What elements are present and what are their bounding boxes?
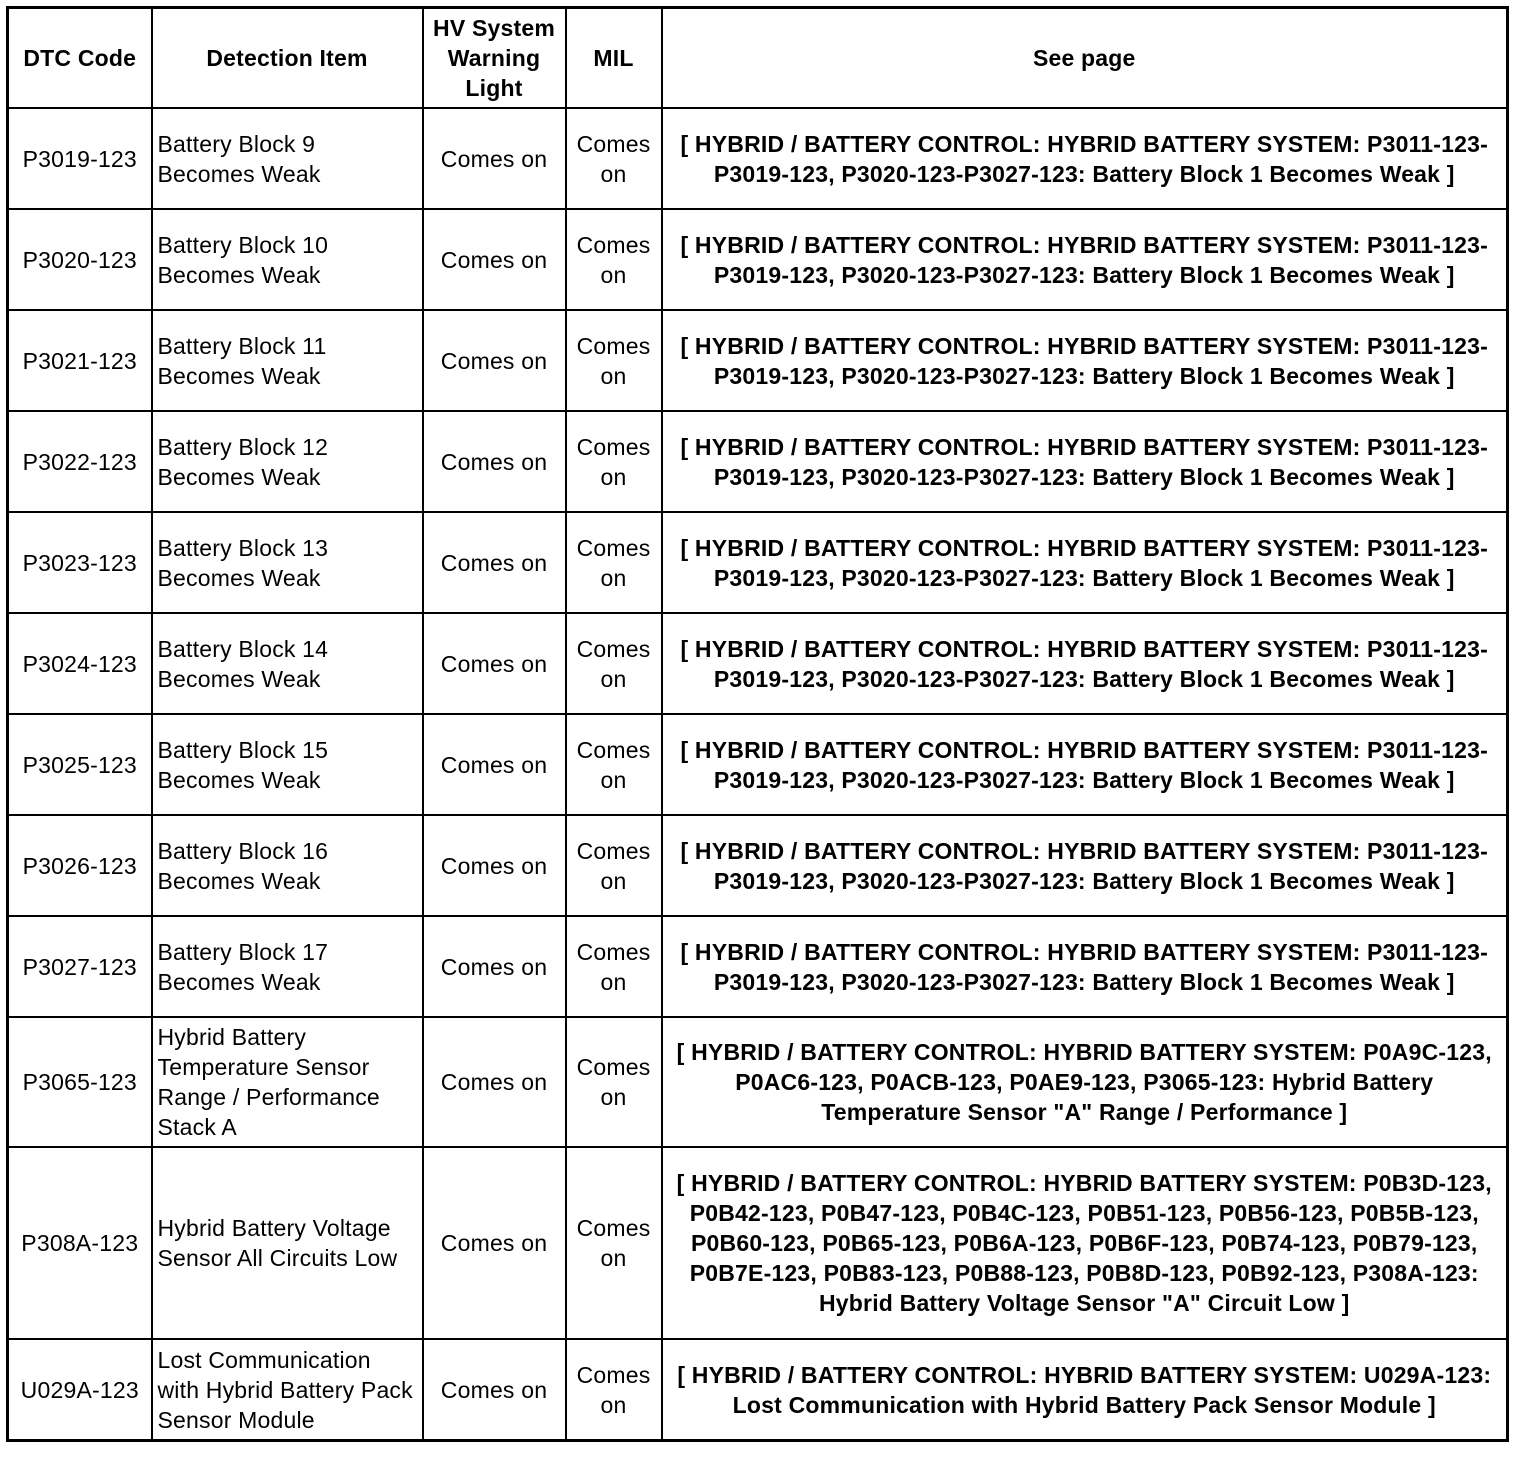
see-page-cell: [ HYBRID / BATTERY CONTROL: HYBRID BATTERY SYSTEM: U029A-123: Lost Communication with Hybrid Battery Pack Sensor Module ]: [662, 1339, 1508, 1441]
table-row: [8, 815, 1508, 916]
detection-item-cell: Lost Communication with Hybrid Battery Pack Sensor Module: [152, 1339, 423, 1441]
mil-cell: Comes on: [566, 815, 662, 916]
dtc-code-cell: P308A-123: [8, 1147, 152, 1339]
mil-cell: Comes on: [566, 512, 662, 613]
detection-item-cell: Battery Block 15 Becomes Weak: [152, 714, 423, 815]
header-detection-item: Detection Item: [152, 8, 423, 109]
header-hv-warning-light: HV System Warning Light: [423, 8, 566, 109]
dtc-code-cell: P3019-123: [8, 108, 152, 209]
see-page-cell: [ HYBRID / BATTERY CONTROL: HYBRID BATTERY SYSTEM: P3011-123-P3019-123, P3020-123-P3027-123: Battery Block 1 Becomes Weak ]: [662, 411, 1508, 512]
mil-cell: Comes on: [566, 1339, 662, 1441]
hv-warning-cell: Comes on: [423, 1339, 566, 1441]
table-row: [8, 613, 1508, 714]
header-mil: MIL: [566, 8, 662, 109]
mil-cell: Comes on: [566, 209, 662, 310]
see-page-cell: [ HYBRID / BATTERY CONTROL: HYBRID BATTERY SYSTEM: P3011-123-P3019-123, P3020-123-P3027-123: Battery Block 1 Becomes Weak ]: [662, 613, 1508, 714]
detection-item-cell: Hybrid Battery Temperature Sensor Range / Performance Stack A: [152, 1017, 423, 1147]
table-row: [8, 512, 1508, 613]
see-page-cell: [ HYBRID / BATTERY CONTROL: HYBRID BATTERY SYSTEM: P3011-123-P3019-123, P3020-123-P3027-123: Battery Block 1 Becomes Weak ]: [662, 916, 1508, 1017]
table-row: [8, 411, 1508, 512]
header-see-page: See page: [662, 8, 1508, 109]
dtc-table: [6, 6, 1509, 1442]
detection-item-cell: Battery Block 9 Becomes Weak: [152, 108, 423, 209]
table-row: [8, 209, 1508, 310]
dtc-code-cell: P3065-123: [8, 1017, 152, 1147]
hv-warning-cell: Comes on: [423, 108, 566, 209]
detection-item-cell: Hybrid Battery Voltage Sensor All Circuits Low: [152, 1147, 423, 1339]
see-page-cell: [ HYBRID / BATTERY CONTROL: HYBRID BATTERY SYSTEM: P3011-123-P3019-123, P3020-123-P3027-123: Battery Block 1 Becomes Weak ]: [662, 815, 1508, 916]
see-page-cell: [ HYBRID / BATTERY CONTROL: HYBRID BATTERY SYSTEM: P3011-123-P3019-123, P3020-123-P3027-123: Battery Block 1 Becomes Weak ]: [662, 714, 1508, 815]
hv-warning-cell: Comes on: [423, 310, 566, 411]
detection-item-cell: Battery Block 17 Becomes Weak: [152, 916, 423, 1017]
mil-cell: Comes on: [566, 1147, 662, 1339]
mil-cell: Comes on: [566, 714, 662, 815]
hv-warning-cell: Comes on: [423, 1147, 566, 1339]
dtc-code-cell: P3024-123: [8, 613, 152, 714]
table-row: [8, 108, 1508, 209]
see-page-cell: [ HYBRID / BATTERY CONTROL: HYBRID BATTERY SYSTEM: P3011-123-P3019-123, P3020-123-P3027-123: Battery Block 1 Becomes Weak ]: [662, 310, 1508, 411]
hv-warning-cell: Comes on: [423, 613, 566, 714]
dtc-code-cell: P3020-123: [8, 209, 152, 310]
hv-warning-cell: Comes on: [423, 411, 566, 512]
table-row: [8, 714, 1508, 815]
dtc-code-cell: P3022-123: [8, 411, 152, 512]
mil-cell: Comes on: [566, 411, 662, 512]
dtc-code-cell: P3025-123: [8, 714, 152, 815]
detection-item-cell: Battery Block 11 Becomes Weak: [152, 310, 423, 411]
detection-item-cell: Battery Block 10 Becomes Weak: [152, 209, 423, 310]
table-row: [8, 916, 1508, 1017]
detection-item-cell: Battery Block 13 Becomes Weak: [152, 512, 423, 613]
dtc-code-cell: P3026-123: [8, 815, 152, 916]
header-dtc-code: DTC Code: [8, 8, 152, 109]
see-page-cell: [ HYBRID / BATTERY CONTROL: HYBRID BATTERY SYSTEM: P0B3D-123, P0B42-123, P0B47-123, P0B4C-123, P0B51-123, P0B56-123, P0B5B-123, P0B60-123, P0B65-123, P0B6A-123, P0B6F-123, P0B74-123, P0B79-123, P0B7E-123, P0B83-123, P0B88-123, P0B8D-123, P0B92-123, P308A-123: Hybrid Battery Voltage Sensor "A" Circuit Low ]: [662, 1147, 1508, 1339]
detection-item-cell: Battery Block 16 Becomes Weak: [152, 815, 423, 916]
detection-item-cell: Battery Block 14 Becomes Weak: [152, 613, 423, 714]
table-row: [8, 1147, 1508, 1339]
dtc-code-cell: P3021-123: [8, 310, 152, 411]
hv-warning-cell: Comes on: [423, 209, 566, 310]
mil-cell: Comes on: [566, 1017, 662, 1147]
mil-cell: Comes on: [566, 916, 662, 1017]
see-page-cell: [ HYBRID / BATTERY CONTROL: HYBRID BATTERY SYSTEM: P3011-123-P3019-123, P3020-123-P3027-123: Battery Block 1 Becomes Weak ]: [662, 512, 1508, 613]
hv-warning-cell: Comes on: [423, 916, 566, 1017]
table-row: [8, 1017, 1508, 1147]
dtc-code-cell: P3027-123: [8, 916, 152, 1017]
mil-cell: Comes on: [566, 310, 662, 411]
header-row: [8, 8, 1508, 109]
mil-cell: Comes on: [566, 108, 662, 209]
table-row: [8, 310, 1508, 411]
hv-warning-cell: Comes on: [423, 1017, 566, 1147]
mil-cell: Comes on: [566, 613, 662, 714]
hv-warning-cell: Comes on: [423, 512, 566, 613]
see-page-cell: [ HYBRID / BATTERY CONTROL: HYBRID BATTERY SYSTEM: P0A9C-123, P0AC6-123, P0ACB-123, P0AE9-123, P3065-123: Hybrid Battery Temperature Sensor "A" Range / Performance ]: [662, 1017, 1508, 1147]
dtc-code-cell: U029A-123: [8, 1339, 152, 1441]
see-page-cell: [ HYBRID / BATTERY CONTROL: HYBRID BATTERY SYSTEM: P3011-123-P3019-123, P3020-123-P3027-123: Battery Block 1 Becomes Weak ]: [662, 108, 1508, 209]
detection-item-cell: Battery Block 12 Becomes Weak: [152, 411, 423, 512]
hv-warning-cell: Comes on: [423, 714, 566, 815]
hv-warning-cell: Comes on: [423, 815, 566, 916]
see-page-cell: [ HYBRID / BATTERY CONTROL: HYBRID BATTERY SYSTEM: P3011-123-P3019-123, P3020-123-P3027-123: Battery Block 1 Becomes Weak ]: [662, 209, 1508, 310]
dtc-code-cell: P3023-123: [8, 512, 152, 613]
table-row: [8, 1339, 1508, 1441]
